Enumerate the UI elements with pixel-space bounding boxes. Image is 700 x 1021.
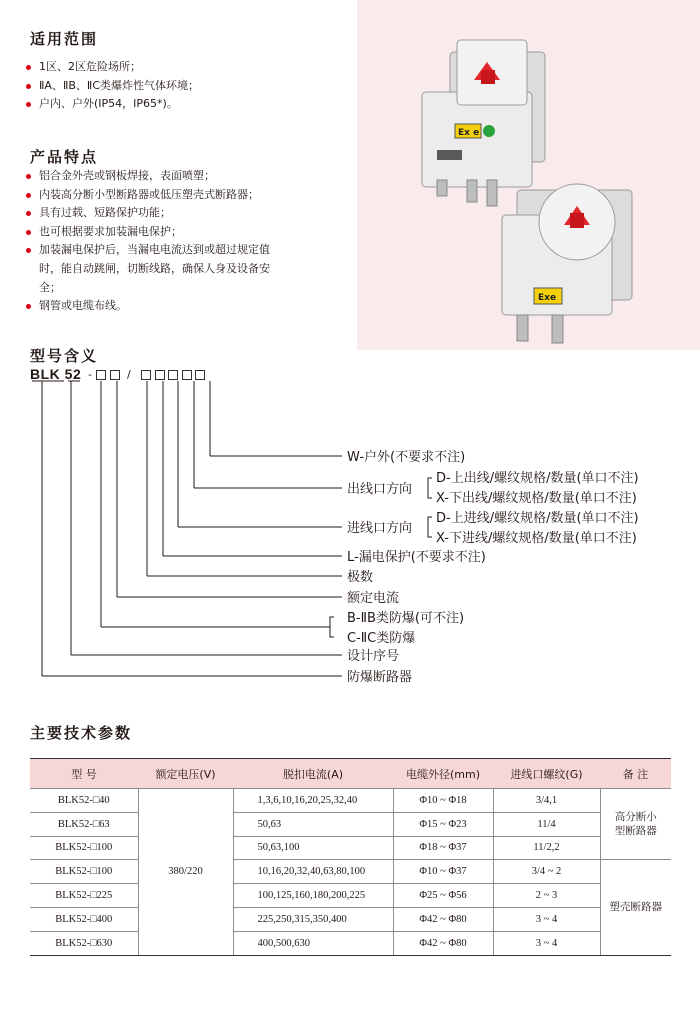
list-item: 户内、户外(IP54，IP65*)。: [26, 95, 199, 114]
label-serial: 设计序号: [347, 649, 400, 664]
cable-cell: Φ10 ~ Φ37: [393, 860, 493, 884]
thread-cell: 2 ~ 3: [493, 884, 600, 908]
model-cell: BLK52-□40: [30, 789, 138, 813]
table-row: [30, 907, 671, 931]
model-cell: BLK52-□630: [30, 931, 138, 955]
cable-cell: Φ10 ~ Φ18: [393, 789, 493, 813]
label-out-d: D-上出线/螺纹规格/数量(单口不注): [436, 471, 639, 486]
model-cell: BLK52-□400: [30, 907, 138, 931]
list-item: 全；: [39, 280, 61, 294]
list-item: 1区、2区危险场所；: [26, 58, 199, 77]
thread-cell: 11/4: [493, 812, 600, 836]
thread-cell: 3/4,1: [493, 789, 600, 813]
table-row: [30, 812, 671, 836]
note-cell: 塑壳断路器: [600, 860, 671, 955]
model-cell: BLK52-□225: [30, 884, 138, 908]
exe-label-top: Ex e: [458, 128, 480, 138]
header-cell: 进线口螺纹(G): [493, 759, 600, 789]
thread-cell: 3 ~ 4: [493, 907, 600, 931]
label-in-d: D-上进线/螺纹规格/数量(单口不注): [436, 511, 639, 526]
trip-cell: 400,500,630: [233, 931, 393, 955]
trip-cell: 225,250,315,350,400: [233, 907, 393, 931]
trip-cell: 50,63,100: [233, 836, 393, 860]
label-out-dir: 出线口方向: [347, 482, 413, 497]
label-poles: 极数: [347, 570, 374, 585]
table-row: [30, 836, 671, 860]
table-row: [30, 860, 671, 884]
label-l: L-漏电保护(不要求不注): [347, 550, 486, 565]
model-cell: BLK52-□63: [30, 812, 138, 836]
table-header-row: [30, 759, 671, 789]
label-breaker: 防爆断路器: [347, 670, 413, 685]
thread-cell: 3/4 ~ 2: [493, 860, 600, 884]
header-cell: 脱扣电流(A): [233, 759, 393, 789]
cable-cell: Φ42 ~ Φ80: [393, 907, 493, 931]
trip-cell: 50,63: [233, 812, 393, 836]
list-item: 钢管或电缆布线。: [26, 297, 270, 316]
table-row: [30, 884, 671, 908]
model-title: 型号含义: [30, 347, 99, 365]
thread-cell: 3 ~ 4: [493, 931, 600, 955]
label-current: 额定电流: [347, 591, 400, 606]
cable-cell: Φ25 ~ Φ56: [393, 884, 493, 908]
note-cell: 高分断小型断路器: [600, 789, 671, 860]
header-cell: 电缆外径(mm): [393, 759, 493, 789]
label-in-x: X-下进线/螺纹规格/数量(单口不注): [436, 531, 637, 546]
list-item: 时，能自动跳闸，切断线路，确保人身及设备安: [39, 261, 270, 275]
label-out-x: X-下出线/螺纹规格/数量(单口不注): [436, 491, 637, 506]
header-cell: 型 号: [30, 759, 138, 789]
cable-cell: Φ18 ~ Φ37: [393, 836, 493, 860]
table-row: [30, 931, 671, 955]
trip-cell: 10,16,20,32,40,63,80,100: [233, 860, 393, 884]
trip-cell: 100,125,160,180,200,225: [233, 884, 393, 908]
spec-table: [30, 758, 671, 956]
thread-cell: 11/2,2: [493, 836, 600, 860]
list-item: ⅡA、ⅡB、ⅡC类爆炸性气体环境；: [26, 77, 199, 96]
model-code: BLK 52: [30, 366, 82, 382]
label-c: C-ⅡC类防爆: [347, 631, 416, 646]
label-in-dir: 进线口方向: [347, 521, 413, 536]
label-w: W-户外(不要求不注): [347, 450, 466, 465]
list-item: 加装漏电保护后，当漏电电流达到或超过规定值: [26, 241, 270, 260]
model-cell: BLK52-□100: [30, 860, 138, 884]
trip-cell: 1,3,6,10,16,20,25,32,40: [233, 789, 393, 813]
scope-title: 适用范围: [30, 30, 99, 48]
exe-label-bottom: Exe: [538, 293, 557, 303]
cable-cell: Φ42 ~ Φ80: [393, 931, 493, 955]
model-slash: /: [127, 368, 131, 381]
model-dash: -: [88, 368, 92, 381]
header-cell: 备 注: [600, 759, 671, 789]
list-item: 铝合金外壳或钢板焊接，表面喷塑；: [26, 167, 270, 186]
list-item: 具有过载、短路保护功能；: [26, 204, 270, 223]
label-b: B-ⅡB类防爆(可不注): [347, 611, 465, 626]
model-cell: BLK52-□100: [30, 836, 138, 860]
list-item: 也可根据要求加装漏电保护；: [26, 223, 270, 242]
spec-title: 主要技术参数: [30, 724, 133, 742]
voltage-cell: 380/220: [138, 789, 233, 956]
table-row: [30, 789, 671, 813]
list-item: 内装高分断小型断路器或低压塑壳式断路器；: [26, 186, 270, 205]
cable-cell: Φ15 ~ Φ23: [393, 812, 493, 836]
header-cell: 额定电压(V): [138, 759, 233, 789]
features-title: 产品特点: [30, 148, 99, 166]
